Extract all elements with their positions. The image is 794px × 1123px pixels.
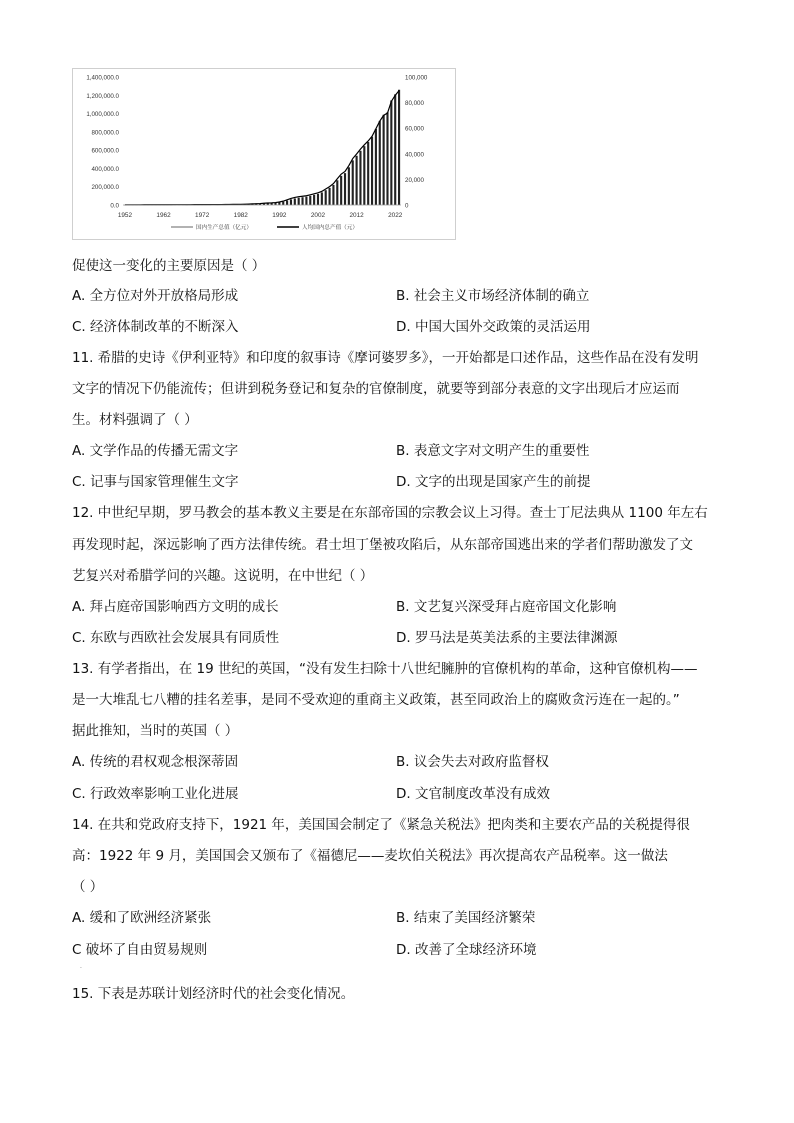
gdp-bar xyxy=(336,180,338,205)
chart-legend xyxy=(171,223,358,231)
gdp-bar xyxy=(294,198,296,205)
q13-option-a: A. 传统的君权观念根深蒂固 xyxy=(72,754,239,770)
per-capita-line xyxy=(125,91,399,205)
y-left-tick-label: 800,000.0 xyxy=(91,129,119,137)
q12-stem-line-1: 12. 中世纪早期，罗马教会的基本教义主要是在东部帝国的宗教会议上习得。查士丁尼法典从 1100 年左右 xyxy=(72,505,708,521)
gdp-bar xyxy=(290,199,292,205)
q10-option-c: C. 经济体制改革的不断深入 xyxy=(72,319,239,335)
gdp-bars xyxy=(124,90,400,205)
y-left-tick-label: 1,400,000.0 xyxy=(86,74,119,82)
y-left-tick-label: 0.0 xyxy=(110,202,119,210)
gdp-bar xyxy=(348,167,350,205)
gdp-chart xyxy=(72,68,456,240)
gdp-bar xyxy=(298,198,300,205)
q11-option-b: B. 表意文字对文明产生的重要性 xyxy=(396,443,590,459)
legend-label-gdp: 国内生产总值（亿元） xyxy=(196,225,252,231)
gdp-bar xyxy=(301,197,303,205)
q13-stem-line-1: 13. 有学者指出，在 19 世纪的英国，“没有发生扫除十八世纪臃肿的官僚机构的革命，这种官僚机构—— xyxy=(72,661,698,677)
q11-stem-line-2: 文字的情况下仍能流传；但讲到税务登记和复杂的官僚制度，就要等到部分表意的文字出现后才应运而 xyxy=(72,381,680,397)
gdp-bar xyxy=(332,185,334,205)
gdp-bar xyxy=(390,100,392,205)
per-capita-series-line xyxy=(125,91,399,205)
q11-stem-line-3: 生。材料强调了（ ） xyxy=(72,412,198,428)
q14-option-c: C 破坏了自由贸易规则 xyxy=(72,942,208,958)
q14-option-a: A. 缓和了欧洲经济紧张 xyxy=(72,910,212,926)
q14-option-b: B. 结束了美国经济繁荣 xyxy=(396,910,536,926)
gdp-bar xyxy=(367,142,369,205)
q10-option-d: D. 中国大国外交政策的灵活运用 xyxy=(396,319,591,335)
y-left-tick-label: 400,000.0 xyxy=(91,165,119,173)
gdp-bar xyxy=(386,112,388,205)
gdp-bar xyxy=(325,190,327,205)
x-tick-label: 1992 xyxy=(272,212,287,219)
q12-stem-line-3: 艺复兴对希腊学问的兴趣。这说明，在中世纪（ ） xyxy=(72,568,374,584)
q12-stem-line-2: 再发现时起，深远影响了西方法律传统。君士坦丁堡被攻陷后，从东部帝国逃出来的学者们帮助激发了文 xyxy=(72,537,693,553)
y-right-tick-label: 40,000 xyxy=(405,151,424,159)
gdp-bar xyxy=(383,115,385,205)
y-right-tick-label: 60,000 xyxy=(405,125,424,133)
gdp-bar xyxy=(309,196,311,205)
q13-stem-line-2: 是一大堆乱七八糟的挂名差事，是同不受欢迎的重商主义政策，甚至同政治上的腐败贪污连在一起的。” xyxy=(72,692,680,708)
y-right-tick-label: 20,000 xyxy=(405,176,424,184)
y-left-tick-label: 1,000,000.0 xyxy=(86,111,119,119)
x-tick-label: 2002 xyxy=(310,212,326,219)
y-left-tick-label: 600,000.0 xyxy=(91,147,119,155)
gdp-bar xyxy=(352,160,354,205)
y-left-tick-label: 200,000.0 xyxy=(91,184,119,192)
x-tick-label: 1972 xyxy=(195,212,210,219)
x-tick-label: 2012 xyxy=(349,212,364,219)
gdp-bar xyxy=(375,129,377,205)
gdp-bar xyxy=(329,188,331,205)
q14-stem-line-1: 14. 在共和党政府支持下，1921 年，美国国会制定了《紧急关税法》把肉类和主要农产品的关税提得很 xyxy=(72,817,690,833)
x-tick-label: 1952 xyxy=(117,212,133,219)
q15-stem-line-1: 15. 下表是苏联计划经济时代的社会变化情况。 xyxy=(72,986,355,1002)
q11-stem-line-1: 11. 希腊的史诗《伊利亚特》和印度的叙事诗《摩诃婆罗多》，一开始都是口述作品，这些作品在没有发明 xyxy=(72,350,699,366)
gdp-bar xyxy=(379,121,381,205)
chart-question-prompt: 促使这一变化的主要原因是（ ） xyxy=(72,258,266,274)
y-right-tick-label: 0 xyxy=(405,202,409,210)
gdp-bar xyxy=(286,201,288,205)
q10-option-b: B. 社会主义市场经济体制的确立 xyxy=(396,288,590,304)
gdp-chart-svg xyxy=(73,69,455,239)
x-tick-label: 1982 xyxy=(233,212,248,219)
gdp-bar xyxy=(371,137,373,205)
gdp-bar xyxy=(340,176,342,205)
gdp-bar xyxy=(356,156,358,205)
stray-mark: . xyxy=(80,963,82,970)
q13-stem-line-3: 据此推知，当时的英国（ ） xyxy=(72,723,239,739)
q11-option-d: D. 文字的出现是国家产生的前提 xyxy=(396,474,591,490)
gdp-bar xyxy=(317,194,319,205)
gdp-bar xyxy=(394,94,396,205)
y-right-tick-label: 80,000 xyxy=(405,100,424,108)
q11-option-c: C. 记事与国家管理催生文字 xyxy=(72,474,239,490)
gdp-bar xyxy=(313,195,315,205)
y-right-tick-label: 100,000 xyxy=(405,74,428,82)
gdp-bar xyxy=(359,151,361,205)
gdp-bar xyxy=(398,90,400,205)
x-tick-label: 1962 xyxy=(156,212,171,219)
gdp-bar xyxy=(363,146,365,205)
gdp-bar xyxy=(305,197,307,205)
legend-label-per-capita: 人均国内总产值（元） xyxy=(302,225,358,231)
x-tick-label: 2022 xyxy=(388,212,403,219)
q12-option-c: C. 东欧与西欧社会发展具有同质性 xyxy=(72,630,280,646)
q11-option-a: A. 文学作品的传播无需文字 xyxy=(72,443,239,459)
q14-option-d: D. 改善了全球经济环境 xyxy=(396,942,537,958)
q12-option-b: B. 文艺复兴深受拜占庭帝国文化影响 xyxy=(396,599,617,615)
q14-stem-line-2: 高：1922 年 9 月，美国国会又颁布了《福德尼——麦坎伯关税法》再次提高农产品税率。这一做法 xyxy=(72,848,668,864)
gdp-bar xyxy=(282,202,284,205)
gdp-bar xyxy=(344,173,346,205)
q14-stem-line-3: （ ） xyxy=(72,879,104,895)
q13-option-b: B. 议会失去对政府监督权 xyxy=(396,754,549,770)
q12-option-a: A. 拜占庭帝国影响西方文明的成长 xyxy=(72,599,279,615)
q12-option-d: D. 罗马法是英美法系的主要法律渊源 xyxy=(396,630,618,646)
q10-option-a: A. 全方位对外开放格局形成 xyxy=(72,288,239,304)
y-left-tick-label: 1,200,000.0 xyxy=(86,92,119,100)
q13-option-d: D. 文官制度改革没有成效 xyxy=(396,786,550,802)
q13-option-c: C. 行政效率影响工业化进展 xyxy=(72,786,239,802)
gdp-bar xyxy=(321,192,323,205)
